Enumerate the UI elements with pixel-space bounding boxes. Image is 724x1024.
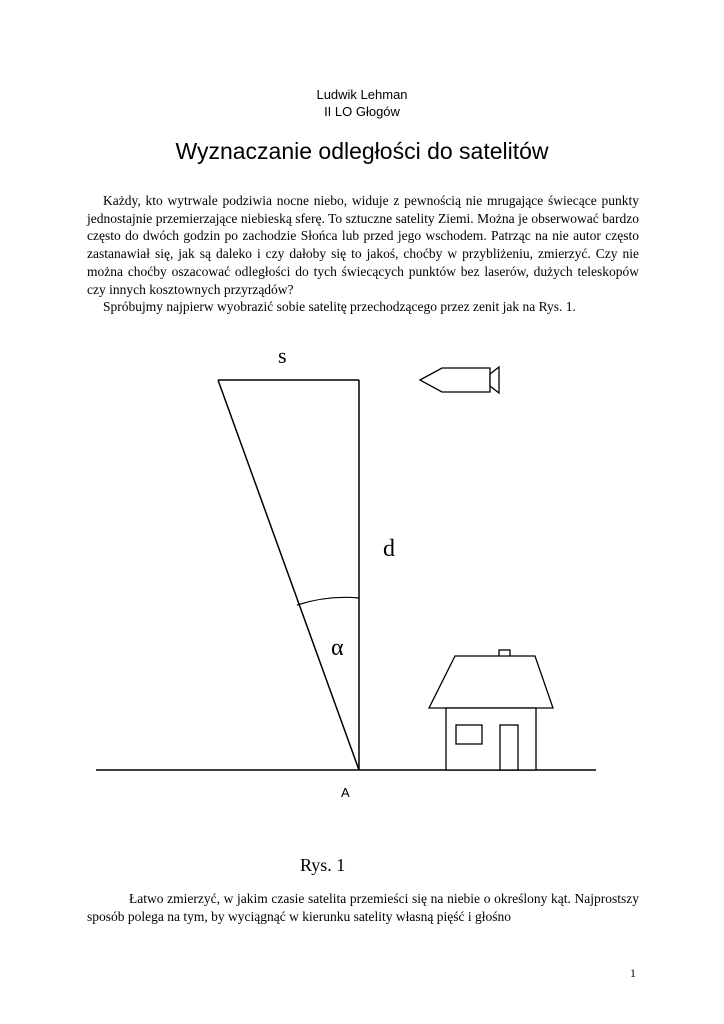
paragraph-intro: Każdy, kto wytrwale podziwia nocne niebo, widuje z pewnością nie mrugające świecące punkty jednostajnie przemierzające niebieską sferę. To sztuczne satelity Ziemi. Można je obserwować bardzo często do dwóch godzin po zachodzie Słońca lub przed jego wschodem. Patrząc na nie autor często zastanawiał się, jak są daleko i czy dałoby się to jakoś, choćby w przybliżeniu, zmierzyć. Czy nie można choćby oszacować odległości do tych świecących punktów bez laserów, dużych teleskopów czy innych kosztownych przyrządów? xyxy=(87,193,639,297)
figure-caption: Rys. 1 xyxy=(300,855,346,875)
angle-arc xyxy=(297,597,359,605)
page-number: 1 xyxy=(630,966,636,980)
paragraph-measurement: Łatwo zmierzyć, w jakim czasie satelita przemieści się na niebie o określony kąt. Najprostszy sposób polega na tym, by wyciągnąć w kierunku satelity własną pięść i głośno xyxy=(87,891,639,924)
label-d: d xyxy=(383,536,395,562)
paper-title: Wyznaczanie odległości do satelitów xyxy=(175,138,549,164)
sight-line xyxy=(218,380,359,770)
label-s: s xyxy=(278,343,287,368)
label-A: A xyxy=(341,785,350,800)
paragraph-figure-ref: Spróbujmy najpierw wyobrazić sobie satelitę przechodzącego przez zenit jak na Rys. 1. xyxy=(103,299,576,314)
label-alpha: α xyxy=(331,635,344,661)
house-icon xyxy=(429,650,553,770)
satellite-icon xyxy=(420,367,499,393)
author-name: Ludwik Lehman xyxy=(316,87,408,102)
author-school: II LO Głogów xyxy=(324,104,400,119)
